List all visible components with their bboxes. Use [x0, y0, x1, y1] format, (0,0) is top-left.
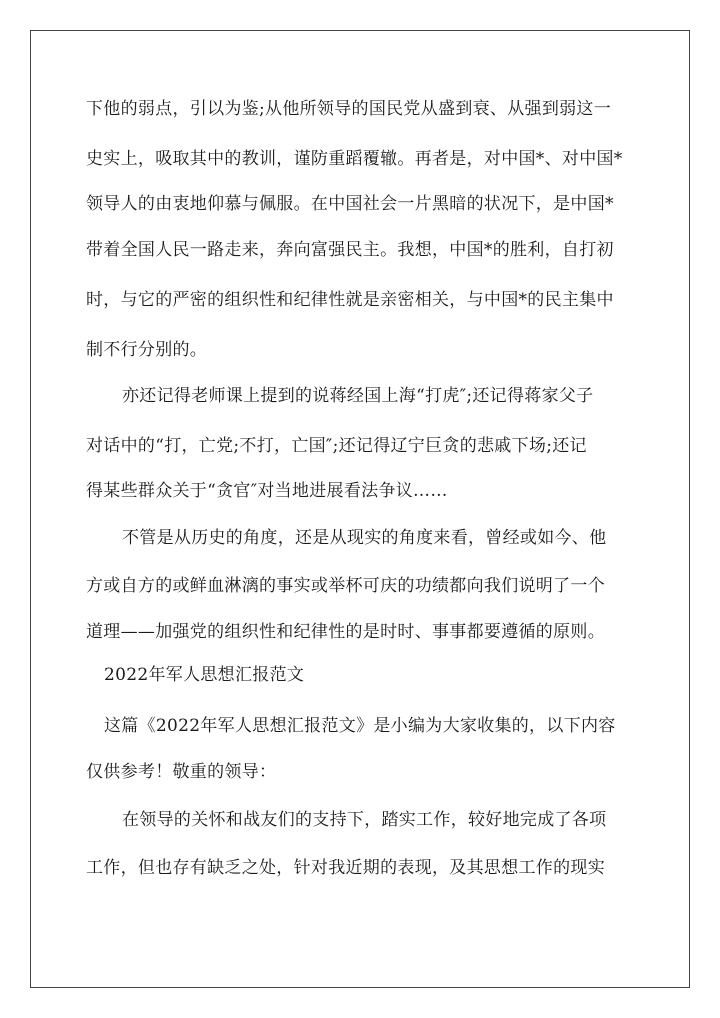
section-heading: 2022年军人思想汇报范文: [104, 665, 305, 685]
text-line: 得某些群众关于“贪官″对当地进展看法争议……: [86, 481, 448, 501]
text-line: 在领导的关怀和战友们的支持下，踏实工作，较好地完成了各项: [122, 810, 607, 830]
text-line: 对话中的“打，亡党;不打，亡国″;还记得辽宁巨贪的悲戚下场;还记: [86, 436, 587, 456]
page-border: [30, 30, 690, 988]
text-line: 领导人的由衷地仰慕与佩服。在中国社会一片黑暗的状况下，是中国*: [86, 194, 614, 214]
text-line: 亦还记得老师课上提到的说蒋经国上海“打虎″;还记得蒋家父子: [122, 386, 594, 406]
text-line: 带着全国人民一路走来，奔向富强民主。我想，中国*的胜利，自打初: [86, 240, 614, 260]
text-line: 下他的弱点，引以为鉴;从他所领导的国民党从盛到衰、从强到弱这一: [86, 99, 612, 119]
text-line: 史实上，吸取其中的教训，谨防重蹈覆辙。再者是，对中国*、对中国*: [86, 149, 623, 169]
text-line: 时，与它的严密的组织性和纪律性就是亲密相关，与中国*的民主集中: [86, 290, 614, 310]
text-line: 制不行分别的。: [86, 340, 208, 360]
text-line: 不管是从历史的角度，还是从现实的角度来看，曾经或如今、他: [122, 528, 607, 548]
text-line: 这篇《2022年军人思想汇报范文》是小编为大家收集的，以下内容: [104, 716, 616, 736]
text-line: 方或自方的或鲜血淋漓的事实或举杯可庆的功绩都向我们说明了一个: [86, 576, 605, 596]
text-line: 仅供参考！敬重的领导：: [86, 762, 277, 782]
text-line: 道理——加强党的组织性和纪律性的是时时、事事都要遵循的原则。: [86, 622, 605, 642]
text-line: 工作，但也存有缺乏之处，针对我近期的表现，及其思想工作的现实: [86, 858, 605, 878]
